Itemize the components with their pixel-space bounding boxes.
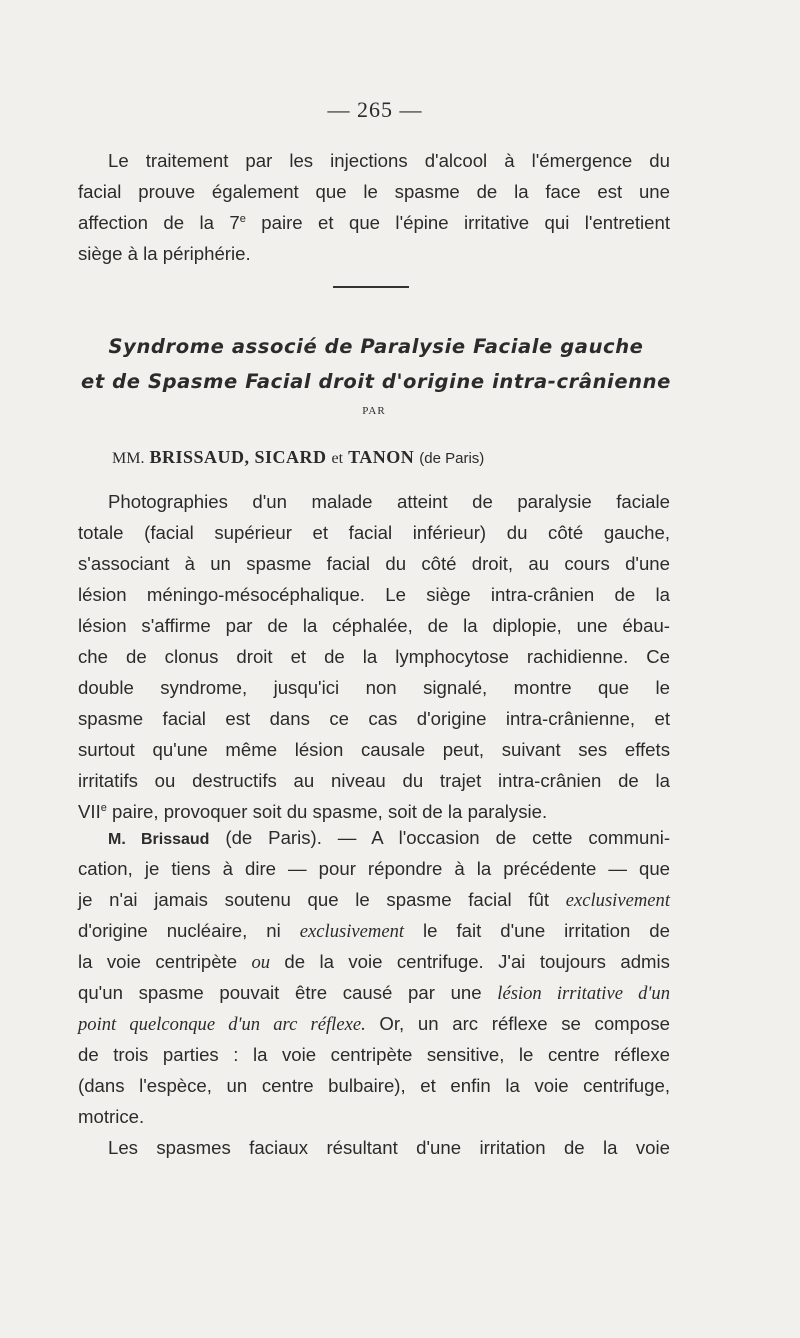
abstract-paragraph [78, 486, 670, 827]
authors-line: MM. BRISSAUD, SICARD et TANON (de Paris) [112, 447, 485, 467]
discussion-paragraph [78, 822, 670, 1163]
page-number: — 265 — [327, 97, 423, 122]
text-line: double syndrome, jusqu'ici non signalé, montre que le [78, 677, 670, 698]
text-line: facial prouve également que le spasme de la face est une [78, 181, 670, 202]
intro-paragraph [78, 145, 670, 269]
text-line: spasme facial est dans ce cas d'origine intra-crânienne, et [78, 708, 670, 729]
text-line: cation, je tiens à dire — pour répondre à la précédente — que [78, 858, 670, 879]
text-line: irritatifs ou destructifs au niveau du trajet intra-crânien de la [78, 770, 670, 791]
article-title-line-1: Syndrome associé de Paralysie Faciale gauche [108, 335, 644, 358]
text-line: Photographies d'un malade atteint de paralysie faciale [108, 491, 670, 512]
speaker-name: M. Brissaud [108, 831, 210, 848]
text-line: motrice. [78, 1106, 145, 1127]
text-line: Le traitement par les injections d'alcool à l'émergence du [108, 150, 670, 171]
text-line: d'origine nucléaire, ni exclusivement le fait d'une irritation de [78, 920, 670, 942]
text-line: lésion méningo-mésocéphalique. Le siège intra-crânien de la [78, 584, 670, 605]
text-line: che de clonus droit et de la lymphocytose rachidienne. Ce [78, 646, 670, 667]
section-divider [333, 286, 409, 288]
text-line: M. Brissaud (de Paris). — A l'occasion de cette communi- [108, 827, 671, 848]
text-line: point quelconque d'un arc réflexe. Or, un arc réflexe se compose [78, 1013, 670, 1035]
article-title-line-2: et de Spasme Facial droit d'origine intra-crânienne [81, 370, 671, 393]
text-line: (dans l'espèce, un centre bulbaire), et enfin la voie centrifuge, [78, 1075, 670, 1096]
text-line: de trois parties : la voie centripète sensitive, le centre réflexe [78, 1044, 670, 1065]
text-line: Les spasmes faciaux résultant d'une irritation de la voie [108, 1137, 670, 1158]
text-line: surtout qu'une même lésion causale peut, suivant ses effets [78, 739, 670, 760]
text-line: s'associant à un spasme facial du côté droit, au cours d'une [78, 553, 670, 574]
text-line: la voie centripète ou de la voie centrifuge. J'ai toujours admis [78, 951, 670, 973]
text-line: lésion s'affirme par de la céphalée, de la diplopie, une ébau- [78, 615, 670, 636]
byline-par: PAR [362, 405, 386, 417]
text-line: VIIe paire, provoquer soit du spasme, soit de la paralysie. [78, 801, 548, 822]
text-line: siège à la périphérie. [78, 243, 251, 264]
text-line: affection de la 7e paire et que l'épine irritative qui l'entretient [78, 212, 670, 233]
text-line: qu'un spasme pouvait être causé par une lésion irritative d'un [78, 982, 670, 1004]
text-line: totale (facial supérieur et facial inférieur) du côté gauche, [78, 522, 670, 543]
text-line: je n'ai jamais soutenu que le spasme facial fût exclusivement [78, 889, 670, 911]
